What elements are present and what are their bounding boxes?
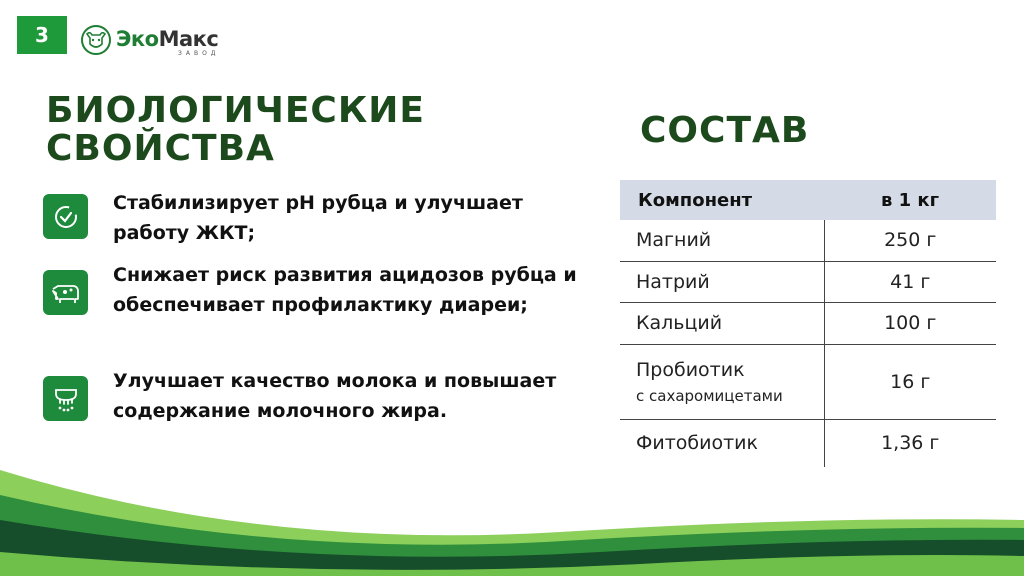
component-value: 16 г [824, 344, 996, 419]
property-text: Снижает риск развития ацидозов рубца и обеспечивает профилактику диареи; [113, 264, 577, 316]
stomach-check-icon [43, 194, 88, 239]
logo-wordmark [116, 27, 218, 51]
property-text: Улучшает качество молока и повышает содержание молочного жира. [113, 370, 557, 422]
component-name: Пробиотик [636, 358, 745, 381]
heading-line-2: СВОЙСТВА [46, 128, 275, 169]
component-value: 250 г [824, 220, 996, 261]
property-text: Стабилизирует pH рубца и улучшает работу ЖКТ; [113, 192, 523, 244]
composition-heading: СОСТАВ [640, 110, 810, 151]
component-subname: с сахаромицетами [636, 386, 783, 405]
table-row [620, 302, 996, 344]
composition-table [620, 180, 996, 467]
component-value: 100 г [824, 302, 996, 344]
column-header-amount: в 1 кг [824, 180, 996, 220]
table-header-row [620, 180, 996, 220]
component-name: Магний [620, 220, 824, 261]
biological-properties-heading [46, 92, 425, 168]
cow-icon [43, 270, 88, 315]
component-name: Кальций [620, 302, 824, 344]
component-name: Натрий [620, 261, 824, 302]
cow-head-emblem-icon [80, 24, 112, 56]
table-row [620, 261, 996, 302]
heading-line-1: БИОЛОГИЧЕСКИЕ [46, 90, 425, 131]
component-name-cell [620, 344, 824, 419]
slide-number: 3 [35, 23, 49, 47]
component-value: 1,36 г [881, 432, 940, 455]
component-value: 41 г [824, 261, 996, 302]
slide-number-badge [17, 16, 67, 54]
logo-word-accent: Макс [158, 27, 219, 51]
component-name: Фитобиотик [620, 419, 824, 467]
table-row [620, 220, 996, 261]
column-header-component: Компонент [620, 180, 824, 220]
table-row [620, 344, 996, 419]
company-logo [80, 20, 240, 60]
logo-subtitle: ЗАВОД [178, 50, 220, 57]
decorative-waves [0, 440, 1024, 576]
udder-milk-icon [43, 376, 88, 421]
logo-word-main: Эко [116, 27, 159, 51]
